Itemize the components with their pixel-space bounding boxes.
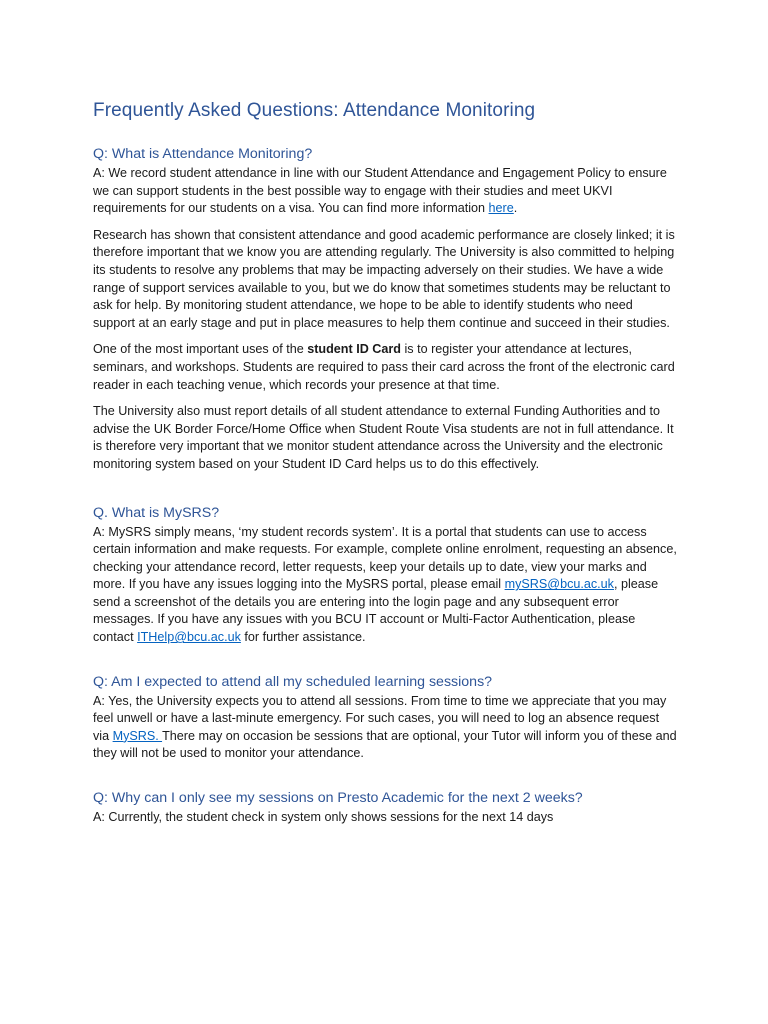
student-id-card-emphasis: student ID Card xyxy=(307,342,401,357)
answer-text: . xyxy=(513,201,518,216)
faq-section-mysrs xyxy=(93,505,678,647)
ithelp-email-link[interactable]: ITHelp@bcu.ac.uk xyxy=(137,630,241,645)
faq-answer-paragraph xyxy=(93,165,678,218)
section-spacer xyxy=(93,656,678,674)
answer-text: A: MySRS simply means, ‘my student records system’. It is a portal that students can use to access certain information and make requests. For example, complete online enrolment, requesting an absence, checking your attendance record, letter requests, keep your details up to date, view your marks and more. If you have any issues logging into the MySRS portal, please email xyxy=(93,524,677,592)
answer-text: A: Yes, the University expects you to attend all sessions. From time to time we appreciate that you may feel unwell or have a last-minute emergency. For such cases, you will need to log an absence request via xyxy=(93,693,667,743)
faq-answer-paragraph: The University also must report details of all student attendance to external Funding Authorities and to advise the UK Border Force/Home Office when Student Route Visa students are not in full attendance. It is therefore very important that we monitor student attendance across the University and the electronic monitoring system based on your Student ID Card helps us to do this effectively. xyxy=(93,404,674,471)
section-spacer xyxy=(93,772,678,790)
faq-section-scheduled-sessions xyxy=(93,674,678,763)
faq-section-presto-academic xyxy=(93,790,678,827)
answer-text: is to register your attendance at lectures, seminars, and workshops. Students are required to pass their card across the front of the electronic card reader in each teaching venue, which records your presence at that time. xyxy=(93,342,675,392)
faq-question: Q: Am I expected to attend all my scheduled learning sessions? xyxy=(93,673,493,690)
faq-answer-paragraph: A: Currently, the student check in system only shows sessions for the next 14 days xyxy=(93,810,554,825)
faq-question: Q: Why can I only see my sessions on Presto Academic for the next 2 weeks? xyxy=(93,790,583,807)
answer-text: for further assistance. xyxy=(240,630,366,645)
answer-text: A: We record student attendance in line with our Student Attendance and Engagement Policy to ensure we can support students in the best possible way to engage with their studies and meet UKVI requirements for our students on a visa. You can find more information xyxy=(93,166,667,216)
answer-text: One of the most important uses of the xyxy=(93,342,308,357)
answer-text: There may on occasion be sessions that are optional, your Tutor will inform you of these and they will not be used to monitor your attendance. xyxy=(93,728,677,761)
mysrs-email-link[interactable]: mySRS@bcu.ac.uk xyxy=(504,577,614,592)
faq-answer-paragraph xyxy=(93,524,678,647)
section-spacer xyxy=(93,483,678,505)
document-title: Frequently Asked Questions: Attendance Monitoring xyxy=(93,100,536,121)
faq-answer-paragraph: Research has shown that consistent attendance and good academic performance are closely linked; it is therefore important that we know you are attending regularly. The University is also committed to helping its students to resolve any problems that may be impacting adversely on their studies. We have a wide range of support services available to you, but we do know that sometimes students may be reluctant to ask for help. By monitoring student attendance, we hope to be able to identify students who need support at an early stage and put in place measures to help them continue and succeed in their studies. xyxy=(93,227,675,330)
faq-question: Q. What is MySRS? xyxy=(93,504,220,521)
more-info-link[interactable]: here xyxy=(488,201,514,216)
faq-answer-paragraph xyxy=(93,341,678,394)
faq-question: Q: What is Attendance Monitoring? xyxy=(93,146,313,162)
faq-section-attendance-monitoring xyxy=(93,146,678,474)
faq-answer-paragraph xyxy=(93,693,678,763)
mysrs-link[interactable]: MySRS. xyxy=(112,728,163,743)
answer-text: , please send a screenshot of the details you are entering into the login page and any subsequent error messages. If you have any issues with you BCU IT account or Multi-Factor Authentication, please contact xyxy=(93,577,659,645)
